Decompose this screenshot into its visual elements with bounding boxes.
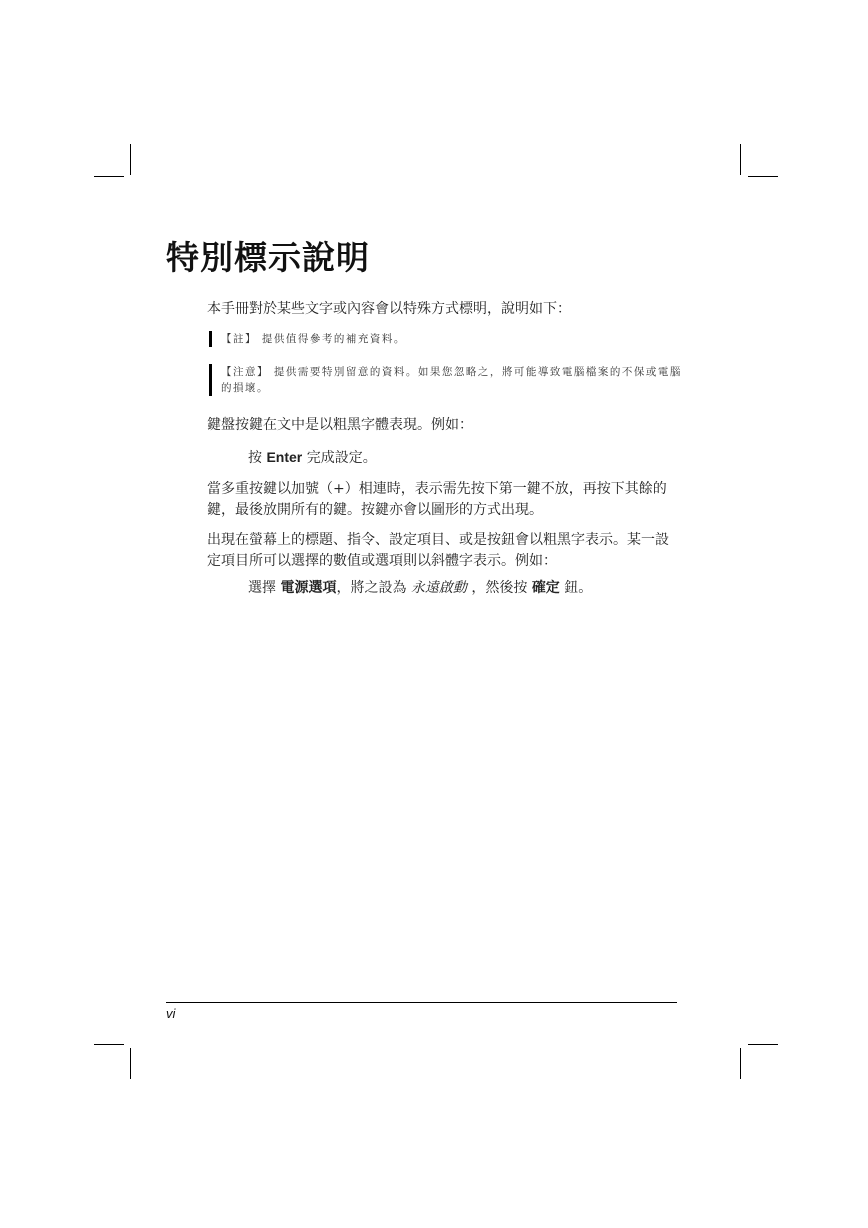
page-number: vi xyxy=(166,1006,176,1021)
caution-callout xyxy=(209,364,691,396)
crop-mark xyxy=(130,144,131,175)
crop-mark xyxy=(740,144,741,175)
crop-mark xyxy=(740,1048,741,1079)
screen-example-mid: ，將之設為 xyxy=(336,580,407,596)
screen-example xyxy=(248,578,592,599)
intro-paragraph: 本手冊對於某些文字或內容會以特殊方式標明，說明如下： xyxy=(207,301,571,317)
screen-example-select: 選擇 xyxy=(248,580,276,596)
keyboard-example-after: 完成設定。 xyxy=(306,450,377,466)
screen-example-then: ，然後按 xyxy=(471,580,528,596)
keyboard-example xyxy=(248,447,377,469)
keyboard-example-before: 按 xyxy=(248,450,262,466)
note-label: 【註】 xyxy=(221,333,257,345)
crop-mark xyxy=(94,1044,124,1045)
caution-label: 【注意】 xyxy=(221,366,269,378)
note-text: 提供值得參考的補充資料。 xyxy=(261,333,406,345)
footer-rule xyxy=(166,1002,677,1003)
crop-mark xyxy=(748,1044,778,1045)
combo-paragraph: 當多重按鍵以加號（+）相連時，表示需先按下第一鍵不放，再按下其餘的鍵，最後放開所有的鍵。按鍵亦會以圖形的方式出現。 xyxy=(207,481,667,518)
keyboard-intro: 鍵盤按鍵在文中是以粗黑字體表現。例如： xyxy=(207,417,473,433)
crop-mark xyxy=(748,176,778,177)
power-option: 電源選項 xyxy=(280,580,337,596)
crop-mark xyxy=(130,1048,131,1079)
crop-mark xyxy=(94,176,124,177)
screen-paragraph: 出現在螢幕上的標題、指令、設定項目、或是按鈕會以粗黑字表示。某一設定項目所可以選擇的數值或選項則以斜體字表示。例如： xyxy=(207,532,669,569)
caution-text: 提供需要特別留意的資料。如果您忽略之，將可能導致電腦檔案的不保或電腦的損壞。 xyxy=(221,366,682,394)
page-title: 特別標示說明 xyxy=(166,238,370,277)
screen-example-end: 鈕。 xyxy=(564,580,593,596)
enter-key: Enter xyxy=(266,449,303,465)
ok-button-label: 確定 xyxy=(531,580,560,596)
always-on-value: 永遠啟動 xyxy=(410,580,467,596)
note-callout xyxy=(209,331,691,347)
